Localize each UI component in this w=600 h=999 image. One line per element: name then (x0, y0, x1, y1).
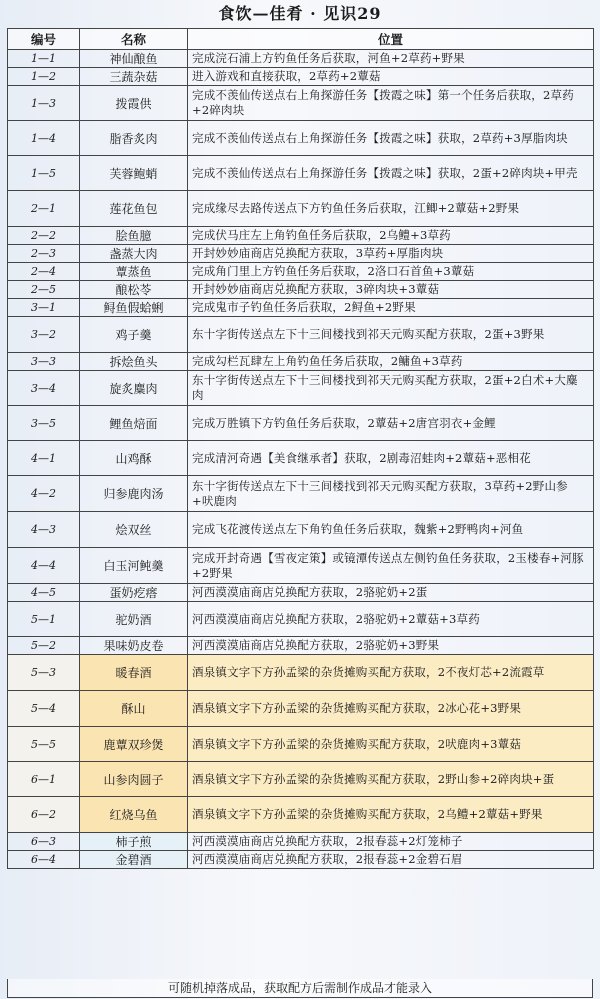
table-row (8, 441, 594, 476)
row-id: 5—2 (8, 637, 80, 655)
row-location: 完成清河奇遇【美食继承者】获取，2剧毒沼蛙肉+2蕈菇+恶相花 (188, 441, 594, 476)
header-row (8, 29, 594, 50)
table-row (8, 299, 594, 317)
table-row (8, 227, 594, 245)
row-name: 白玉河鲀羹 (80, 548, 188, 584)
row-id: 1—2 (8, 68, 80, 86)
row-name: 归参鹿肉汤 (80, 476, 188, 512)
row-id: 1—4 (8, 121, 80, 156)
table-row (8, 512, 594, 548)
row-name: 旋炙麋肉 (80, 371, 188, 406)
row-id: 4—1 (8, 441, 80, 476)
row-id: 2—1 (8, 191, 80, 227)
recipe-table (7, 28, 594, 869)
row-name: 芙蓉鲍蛸 (80, 156, 188, 191)
table-row (8, 476, 594, 512)
table-row (8, 727, 594, 762)
table-row (8, 86, 594, 121)
row-name: 三蔬杂菇 (80, 68, 188, 86)
row-location: 河西漠漠庙商店兑换配方获取，2骆驼奶+2蛋 (188, 584, 594, 602)
row-name: 山鸡酥 (80, 441, 188, 476)
row-id: 2—5 (8, 281, 80, 299)
header-name: 名称 (80, 29, 188, 50)
table-row (8, 637, 594, 655)
row-id: 3—1 (8, 299, 80, 317)
row-name: 蛋奶疙瘩 (80, 584, 188, 602)
row-location: 东十字街传送点左下十三间楼找到祁天元购买配方获取，2蛋+2白术+大麋肉 (188, 371, 594, 406)
table-row (8, 191, 594, 227)
row-id: 6—3 (8, 833, 80, 851)
row-location: 酒泉镇文字下方孙孟梁的杂货摊购买配方获取，2冰心花+3野果 (188, 691, 594, 727)
row-location: 进入游戏和直接获取，2草药+2蕈菇 (188, 68, 594, 86)
row-location: 河西漠漠庙商店兑换配方获取，2报春蕊+2金碧石眉 (188, 851, 594, 869)
row-id: 4—4 (8, 548, 80, 584)
row-id: 5—5 (8, 727, 80, 762)
row-location: 完成勾栏瓦肆左上角钓鱼任务后获取，2鳙鱼+3草药 (188, 353, 594, 371)
page-title: 食饮—佳肴 · 见识29 (218, 4, 382, 23)
table-row (8, 121, 594, 156)
table-row (8, 851, 594, 869)
row-name: 鸡子羹 (80, 317, 188, 353)
table-row (8, 833, 594, 851)
table-row (8, 50, 594, 68)
row-location: 东十字街传送点左下十三间楼找到祁天元购买配方获取，3草药+2野山参+吠鹿肉 (188, 476, 594, 512)
row-location: 完成万胜镇下方钓鱼任务后获取，2蕈菇+2唐宫羽衣+金鲤 (188, 406, 594, 441)
row-id: 3—2 (8, 317, 80, 353)
table-row (8, 548, 594, 584)
table-row (8, 691, 594, 727)
row-location: 完成角门里上方钓鱼任务后获取，2洛口石首鱼+3蕈菇 (188, 263, 594, 281)
row-id: 1—3 (8, 86, 80, 121)
row-id: 6—2 (8, 797, 80, 833)
row-id: 4—5 (8, 584, 80, 602)
row-name: 暖春酒 (80, 655, 188, 691)
row-name: 脍鱼臆 (80, 227, 188, 245)
row-id: 3—5 (8, 406, 80, 441)
table-row (8, 406, 594, 441)
table-row (8, 371, 594, 406)
row-name: 烩双丝 (80, 512, 188, 548)
row-location: 完成不羡仙传送点右上角探游任务【拨霞之味】获取，2草药+3厚脂肉块 (188, 121, 594, 156)
row-name: 神仙酿鱼 (80, 50, 188, 68)
row-name: 驼奶酒 (80, 602, 188, 637)
row-id: 5—4 (8, 691, 80, 727)
row-id: 4—2 (8, 476, 80, 512)
table-row (8, 156, 594, 191)
table-row (8, 584, 594, 602)
row-location: 酒泉镇文字下方孙孟梁的杂货摊购买配方获取，2乌鳢+2蕈菇+野果 (188, 797, 594, 833)
row-id: 1—1 (8, 50, 80, 68)
table-row (8, 68, 594, 86)
row-id: 2—4 (8, 263, 80, 281)
row-id: 5—1 (8, 602, 80, 637)
header-id: 编号 (8, 29, 80, 50)
row-id: 6—4 (8, 851, 80, 869)
row-name: 金碧酒 (80, 851, 188, 869)
row-location: 完成开封奇遇【雪夜定策】或镜潭传送点左侧钓鱼任务获取，2玉楼春+河豚+2野果 (188, 548, 594, 584)
table-row (8, 263, 594, 281)
row-name: 鲤鱼焙面 (80, 406, 188, 441)
row-name: 盏蒸大肉 (80, 245, 188, 263)
table-row (8, 281, 594, 299)
row-location: 开封妙妙庙商店兑换配方获取，3草药+厚脂肉块 (188, 245, 594, 263)
row-id: 3—4 (8, 371, 80, 406)
table-row (8, 655, 594, 691)
row-location: 完成浣石浦上方钓鱼任务后获取，河鱼+2草药+野果 (188, 50, 594, 68)
table-row (8, 317, 594, 353)
table-row (8, 797, 594, 833)
row-name: 莲花鱼包 (80, 191, 188, 227)
row-location: 河西漠漠庙商店兑换配方获取，2骆驼奶+2蕈菇+3草药 (188, 602, 594, 637)
row-location: 开封妙妙庙商店兑换配方获取，3碎肉块+3蕈菇 (188, 281, 594, 299)
table-row (8, 762, 594, 797)
row-location: 酒泉镇文字下方孙孟梁的杂货摊购买配方获取，2野山参+2碎肉块+蛋 (188, 762, 594, 797)
row-id: 3—3 (8, 353, 80, 371)
row-name: 果味奶皮卷 (80, 637, 188, 655)
row-id: 6—1 (8, 762, 80, 797)
table-row (8, 602, 594, 637)
row-location: 东十字街传送点左下十三间楼找到祁天元购买配方获取，2蛋+3野果 (188, 317, 594, 353)
table-row (8, 245, 594, 263)
row-name: 鹿蕈双珍煲 (80, 727, 188, 762)
row-location: 完成伏马庄左上角钓鱼任务后获取，2乌鳢+3草药 (188, 227, 594, 245)
header-location: 位置 (188, 29, 594, 50)
row-name: 酥山 (80, 691, 188, 727)
row-name: 脂香炙肉 (80, 121, 188, 156)
row-location: 河西漠漠庙商店兑换配方获取，2报春蕊+2灯笼柿子 (188, 833, 594, 851)
row-location: 完成缘尽去路传送点下方钓鱼任务后获取，江鲫+2蕈菇+2野果 (188, 191, 594, 227)
row-location: 酒泉镇文字下方孙孟梁的杂货摊购买配方获取，2吠鹿肉+3蕈菇 (188, 727, 594, 762)
row-location: 完成鬼市子钓鱼任务后获取，2鲟鱼+2野果 (188, 299, 594, 317)
row-name: 山参肉圆子 (80, 762, 188, 797)
row-id: 1—5 (8, 156, 80, 191)
row-name: 拆烩鱼头 (80, 353, 188, 371)
row-name: 蕈蒸鱼 (80, 263, 188, 281)
row-name: 红烧乌鱼 (80, 797, 188, 833)
row-id: 5—3 (8, 655, 80, 691)
row-name: 酿松苓 (80, 281, 188, 299)
row-id: 2—2 (8, 227, 80, 245)
row-location: 河西漠漠庙商店兑换配方获取，2骆驼奶+3野果 (188, 637, 594, 655)
footer-note: 可随机掉落成品，获取配方后需制作成品才能录入 (7, 979, 593, 998)
row-location: 完成飞花渡传送点左下角钓鱼任务后获取，魏紫+2野鸭肉+河鱼 (188, 512, 594, 548)
table-row (8, 353, 594, 371)
row-id: 4—3 (8, 512, 80, 548)
row-name: 拨霞供 (80, 86, 188, 121)
row-name: 鲟鱼假蛤蜊 (80, 299, 188, 317)
row-id: 2—3 (8, 245, 80, 263)
row-location: 完成不羡仙传送点右上角探游任务【拨霞之味】第一个任务后获取，2草药+2碎肉块 (188, 86, 594, 121)
row-location: 完成不羡仙传送点右上角探游任务【拨霞之味】获取，2蛋+2碎肉块+甲壳 (188, 156, 594, 191)
row-name: 柿子煎 (80, 833, 188, 851)
row-location: 酒泉镇文字下方孙孟梁的杂货摊购买配方获取，2不夜灯芯+2流霞草 (188, 655, 594, 691)
